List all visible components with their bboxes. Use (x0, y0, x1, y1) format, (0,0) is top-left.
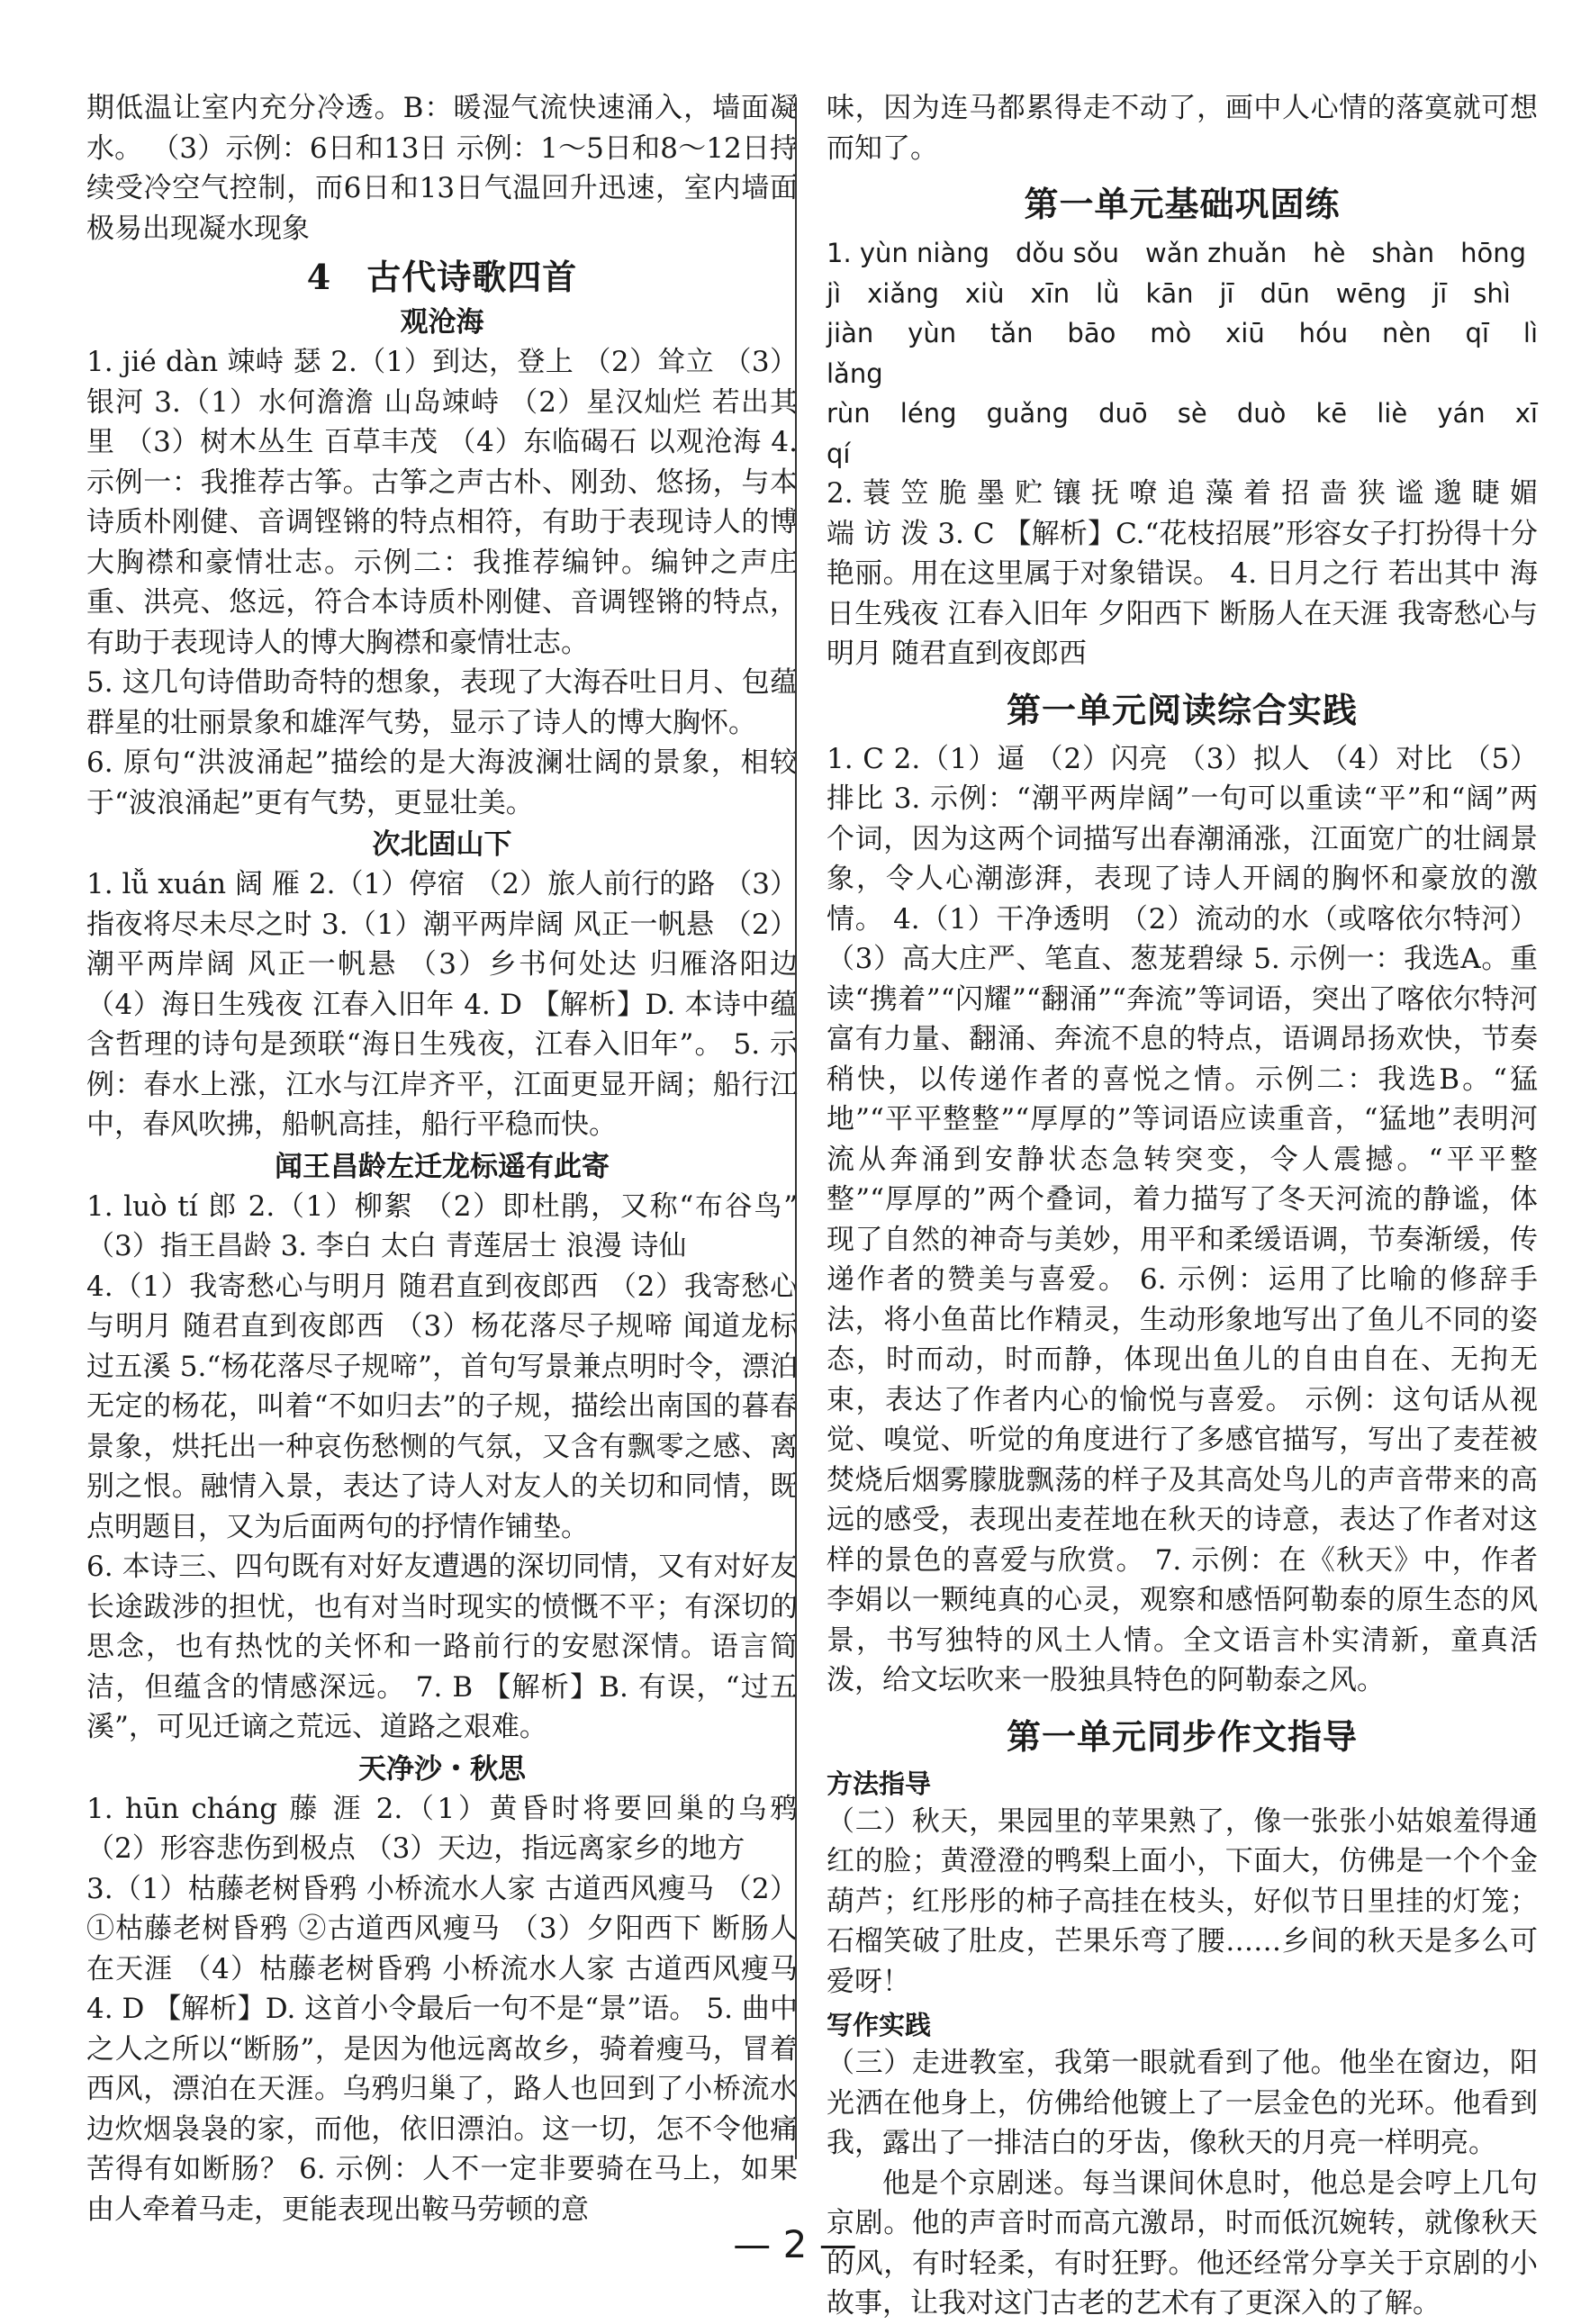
left-column (86, 88, 798, 2229)
poem-title-wenwangchangling: 闻王昌龄左迁龙标遥有此寄 (275, 1150, 610, 1183)
right-column (827, 88, 1565, 2324)
method-text: （二）秋天，果园里的苹果熟了，像一张张小姑娘羞得通红的脸；黄澄澄的鸭梨上面小，下面大，仿佛是一个个金葫芦；红彤彤的柿子高挂在枝头，好似节日里挂的灯笼；石榴笑破了肚皮，芒果乐弯了腰……乡间的秋天是多么可爱呀！ (827, 1804, 1538, 1998)
answer-paragraph: 1. hūn cháng 藤 涯 2.（1）黄昏时将要回巢的乌鸦 （2）形容悲伤到极点 （3）天边，指远离家乡的地方 (86, 1792, 798, 1865)
lesson-title: 4 古代诗歌四首 (306, 257, 578, 297)
column-divider (795, 97, 797, 2159)
intro-text: 期低温让室内充分冷透。B：暖湿气流快速涌入，墙面凝水。 （3）示例：6日和13日 示例：1～5日和8～12日持续受冷空气控制，而6日和13日气温回升迅速，室内墙面极易出现凝水现象 (86, 92, 798, 245)
pinyin-line: jì xiǎng xiù xīn lǜ kān jī dūn wēng jī shì (827, 277, 1511, 309)
answer-paragraph: 5. 这几句诗借助奇特的想象，表现了大海吞吐日月、包蕴群星的壮丽景象和雄浑气势，显示了诗人的博大胸怀。 (86, 666, 798, 739)
carryover-text: 味，因为连马都累得走不动了，画中人心情的落寞就可想而知了。 (827, 92, 1538, 165)
method-heading: 方法指导 (827, 1768, 932, 1799)
practice-text: 他是个京剧迷。每当课间休息时，他总是会哼上几句京剧。他的声音时而高亢激昂，时而低沉婉转，就像秋天的风，有时轻柔，有时狂野。他还经常分享关于京剧的小故事，让我对这门古老的艺术有了更深入的了解。 (827, 2166, 1538, 2319)
unit-writing-title: 第一单元同步作文指导 (1006, 1715, 1358, 1757)
answer-paragraph: 2. 蓑 笠 脆 墨 贮 镶 抚 嘹 追 藻 着 招 啬 狭 谧 邈 睫 媚 端 访 泼 3. C 【解析】C.“花枝招展”形容女子打扮得十分艳丽。用在这里属于对象错误。 4. 日月之行 若出其中 海日生残夜 江春入旧年 夕阳西下 断肠人在天涯 我寄愁心与明月 随君直到夜郎西 (827, 477, 1538, 670)
answer-paragraph: 1. luò tí 郎 2.（1）柳絮 （2）即杜鹃，又称“布谷鸟” （3）指王昌龄 3. 李白 太白 青莲居士 浪漫 诗仙 (86, 1189, 798, 1262)
page-number: — 2 — (733, 2222, 857, 2266)
answer-paragraph: 1. C 2.（1）逼 （2）闪亮 （3）拟人 （4）对比 （5）排比 3. 示例：“潮平两岸阔”一句可以重读“平”和“阔”两个词，因为这两个词描写出春潮涌涨，江面宽广的壮阔景象，令人心潮澎湃，表现了诗人开阔的胸怀和豪放的激情。 4.（1）干净透明 （2）流动的水（或喀依尔特河） （3）高大庄严、笔直、葱茏碧绿 5. 示例一：我选A。重读“携着”“闪耀”“翻涌”“奔流”等词语，突出了喀依尔特河富有力量、翻涌、奔流不息的特点，语调昂扬欢快，节奏稍快，以传递作者的喜悦之情。示例二：我选B。“猛地”“平平整整”“厚厚的”等词语应读重音，“猛地”表明河流从奔涌到安静状态急转突变，令人震撼。“平平整整”“厚厚的”两个叠词，着力描写了冬天河流的静谧，体现了自然的神奇与美妙，用平和柔缓语调，节奏渐缓，传递作者的赞美与喜爱。 6. 示例：运用了比喻的修辞手法，将小鱼苗比作精灵，生动形象地写出了鱼儿不同的姿态，时而动，时而静，体现出鱼儿的自由自在、无拘无束，表达了作者内心的愉悦与喜爱。 示例：这句话从视觉、嗅觉、听觉的角度进行了多感官描写，写出了麦茬被焚烧后烟雾朦胧飘荡的样子及其高处鸟儿的声音带来的高远的感受，表现出麦茬地在秋天的诗意，表达了作者对这样的景色的喜爱与欣赏。 7. 示例：在《秋天》中，作者李娟以一颗纯真的心灵，观察和感悟阿勒泰的原生态的风景，书写独特的风土人情。全文语言朴实清新，童真活泼，给文坛吹来一股独具特色的阿勒泰之风。 (827, 742, 1538, 1696)
poem-title-cibeigushanxia: 次北固山下 (372, 828, 512, 861)
answer-paragraph: 1. jié dàn 竦峙 瑟 2.（1）到达，登上 （2）耸立 （3）银河 3.（1）水何澹澹 山岛竦峙 （2）星汉灿烂 若出其里 （3）树木丛生 百草丰茂 （4）东临碣石 以观沧海 4. 示例一：我推荐古筝。古筝之声古朴、刚劲、悠扬，与本诗质朴刚健、音调铿锵的特点相符，有助于表现诗人的博大胸襟和豪情壮志。示例二：我推荐编钟。编钟之声庄重、洪亮、悠远，符合本诗质朴刚健、音调铿锵的特点，有助于表现诗人的博大胸襟和豪情壮志。 (86, 346, 798, 659)
pinyin-line: rùn léng guǎng duō sè duò kē liè yán xī qí (827, 398, 1565, 469)
unit-reading-title: 第一单元阅读综合实践 (1006, 689, 1358, 730)
poem-title-tianjingsha: 天净沙・秋思 (358, 1752, 526, 1786)
answer-paragraph: 4.（1）我寄愁心与明月 随君直到夜郎西 （2）我寄愁心与明月 随君直到夜郎西 （3）杨花落尽子规啼 闻道龙标过五溪 5.“杨花落尽子规啼”，首句写景兼点明时令，漂泊无定的杨花，叫着“不如归去”的子规，描绘出南国的暮春景象，烘托出一种哀伤愁恻的气氛，又含有飘零之感、离别之恨。融情入景，表达了诗人对友人的关切和同情，既点明题目，又为后面两句的抒情作铺垫。 (86, 1270, 798, 1543)
answer-paragraph: 6. 原句“洪波涌起”描绘的是大海波澜壮阔的景象，相较于“波浪涌起”更有气势，更显壮美。 (86, 746, 798, 819)
unit-basic-title: 第一单元基础巩固练 (1024, 184, 1341, 224)
practice-heading: 写作实践 (827, 2010, 932, 2040)
practice-text: （三）走进教室，我第一眼就看到了他。他坐在窗边，阳光洒在他身上，仿佛给他镀上了一层金色的光环。他看到我，露出了一排洁白的牙齿，像秋天的月亮一样明亮。 (827, 2047, 1538, 2159)
answer-paragraph: 3.（1）枯藤老树昏鸦 小桥流水人家 古道西风瘦马 （2）①枯藤老树昏鸦 ②古道西风瘦马 （3）夕阳西下 断肠人在天涯 （4）枯藤老树昏鸦 小桥流水人家 古道西风瘦马 4. D 【解析】D. 这首小令最后一句不是“景”语。 5. 曲中之人之所以“断肠”，是因为他远离故乡，骑着瘦马，冒着西风，漂泊在天涯。乌鸦归巢了，路人也回到了小桥流水边炊烟袅袅的家，而他，依旧漂泊。这一切，怎不令他痛苦得有如断肠？ 6. 示例：人不一定非要骑在马上，如果由人牵着马走，更能表现出鞍马劳顿的意 (86, 1872, 798, 2226)
pinyin-line: jiàn yùn tǎn bāo mò xiū hóu nèn qī lì lǎng (827, 318, 1565, 389)
pinyin-line: 1. yùn niàng dǒu sǒu wǎn zhuǎn hè shàn hōng (827, 238, 1526, 268)
answer-paragraph: 6. 本诗三、四句既有对好友遭遇的深切同情，又有对好友长途跋涉的担忧，也有对当时现实的愤慨不平；有深切的思念，也有热忱的关怀和一路前行的安慰深情。语言简洁，但蕴含的情感深远。 7. B 【解析】B. 有误，“过五溪”，可见迁谪之荒远、道路之艰难。 (86, 1551, 798, 1743)
answer-paragraph: 1. lǚ xuán 阔 雁 2.（1）停宿 （2）旅人前行的路 （3）指夜将尽未尽之时 3.（1）潮平两岸阔 风正一帆悬 （2）潮平两岸阔 风正一帆悬 （3）乡书何处达 归雁洛阳边 （4）海日生残夜 江春入旧年 4. D 【解析】D. 本诗中蕴含哲理的诗句是颈联“海日生残夜，江春入旧年”。 5. 示例：春水上涨，江水与江岸齐平，江面更显开阔；船行江中，春风吹拂，船帆高挂，船行平稳而快。 (86, 868, 798, 1141)
poem-title-guancanghai: 观沧海 (400, 306, 484, 339)
